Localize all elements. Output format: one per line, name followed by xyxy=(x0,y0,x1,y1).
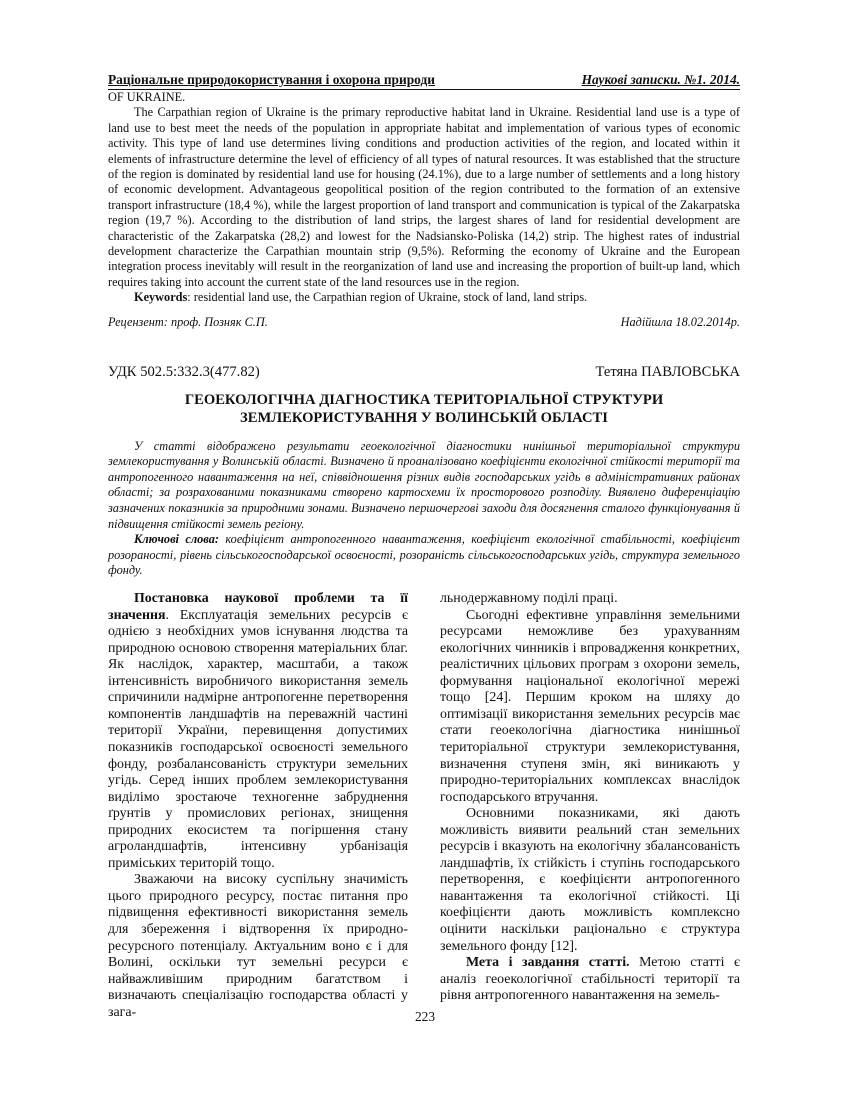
reviewer-line xyxy=(108,315,740,330)
keywords-label-uk: Ключові слова: xyxy=(134,532,219,547)
paragraph-continuation: льнодержавному поділі праці. xyxy=(440,591,618,607)
author-name: Тетяна ПАВЛОВСЬКА xyxy=(595,363,740,380)
paragraph: Основними показниками, які дають можливість виявити реальний стан земельних ресурсів і вказують на екологічну збалансованість ландшафтів, їх стійкість і ступінь господарського перетворення, є коефіцієнти антропогенного навантаження та екологічної стійкості. Ці коефіцієнти дають можливість комплексно оцінити наскільки раціонально є структура земельного фонду [12]. xyxy=(440,806,740,954)
article-meta xyxy=(108,364,740,381)
article-keywords xyxy=(108,532,740,579)
article-abstract xyxy=(108,439,740,579)
abstract-lead: OF UKRAINE. xyxy=(108,90,186,104)
abstract-body: The Carpathian region of Ukraine is the primary reproductive habitat land in Ukraine. Residential land use is a type of land use to best meet the needs of the population in appropriate habitat and implementation of various types of economic activity. This type of land use determines living conditions and production activities of the region, and located within it elements of infrastructure determine the level of efficiency of all types of natural resources. It was established that the structure of the region is dominated by residential land use for housing (24.1%), due to a large number of settlements and a long history of economic development. Advantageous geopolitical position of the region contributed to the formation of an extensive transport infrastructure (18,4 %), while the largest proportion of land transport and communication is typical of the Zakarpatska region (19,7 %). According to the distribution of land strips, the largest shares of land for residential development are characteristic of the Zakarpatska (28,2) and lowest for the Nadsiansko-Poliska (14,2) strip. The highest rates of industrial development characterize the Carpathian mountain strip (9,5%). Reforming the economy of Ukraine and the European integration process inevitably will result in the reorganization of land use and increasing the proportion of built-up land, which requires taking into account the current state of the land resources use in the region. xyxy=(108,105,740,289)
udc-code: УДК 502.5:332.3(477.82) xyxy=(108,363,260,380)
keywords-text-uk: коефіцієнт антропогенного навантаження, коефіцієнт екологічної стабільності, коефіцієнт розораності, рівень сільськогосподарської освоєності, розораність сільськогосподарських угідь, структура земельного фонду. xyxy=(108,532,740,578)
running-header xyxy=(108,72,740,90)
title-line-2: ЗЕМЛЕКОРИСТУВАННЯ У ВОЛИНСЬКІЙ ОБЛАСТІ xyxy=(240,409,608,426)
abstract-text: У статті відображено результати геоекологічної діагностики нинішньої територіальної структури землекористування у Волинській області. Визначено й проаналізовано коефіцієнти екологічної стійкості території та антропогенного навантаження на неї, співвідношення різних видів господарських угідь в адміністративних районах області; за розрахованими показниками створено картосхеми їх просторового розподілу. Виявлено диференціацію зазначених показників за природними зонами. Визначено першочергові заходи для досягнення сталого функціонування й підвищення стійкості земель регіону. xyxy=(108,438,740,531)
right-column xyxy=(440,591,740,1021)
section-heading: Постановка наукової проблеми та її значення xyxy=(108,591,408,623)
page xyxy=(108,72,740,1021)
paragraph: Зважаючи на високу суспільну значимість цього природного ресурсу, постає питання про підвищення ефективності використання земель для збереження і відтворення їх природно-ресурсного потенціалу. Актуальним воно є і для Волині, оскільки тут земельні ресурси є найважливішим природним багатством і визначають спеціалізацію господарства області у зага- xyxy=(108,872,408,1020)
title-line-1: ГЕОЕКОЛОГІЧНА ДІАГНОСТИКА ТЕРИТОРІАЛЬНОЇ СТРУКТУРИ xyxy=(184,391,664,408)
body-columns xyxy=(108,591,740,1021)
paragraph: Сьогодні ефективне управління земельними ресурсами неможливе без урахуванням екологічних чинників і впровадження конкретних, реалістичних цільових програм з охорони земель, формування національної екологічної мережі тощо [24]. Першим кроком на шляху до оптимізації використання земельних ресурсів має стати геоекологічна діагностика нинішньої територіальної структури землекористування, визначення ступеня змін, які виникають у природно-територіальних комплексах внаслідок господарського втручання. xyxy=(440,607,740,805)
issue-info: Наукові записки. №1. 2014. xyxy=(581,72,740,87)
keywords-text: : residential land use, the Carpathian region of Ukraine, stock of land, land strips. xyxy=(187,290,588,305)
paragraph-text: . Експлуатація земельних ресурсів є однією з необхідних умов існування людства та природною основою створення матеріальних благ. Як наслідок, характер, масштаби, а також інтенсивність виробничого використання земель спричинили надмірне антропогенне перетворення компонентів ландшафтів на переважній частині території України, перевищення допустимих показників господарської освоєності земельного фонду, розбалансованість структури земельних угідь. Серед інших проблем землекористування виділімо зростаюче техногенне забруднення ґрунтів у промислових регіонах, знищення природних екосистем та погіршення стану агроландшафтів, інтенсивну урбанізація приміських територій тощо. xyxy=(108,607,408,871)
left-column xyxy=(108,591,408,1021)
abstract-keywords xyxy=(108,290,740,305)
journal-title: Раціональне природокористування і охорона природи xyxy=(108,72,435,87)
reviewer: Рецензент: проф. Позняк С.П. xyxy=(108,314,268,329)
section-heading: Мета і завдання статті. xyxy=(466,955,630,971)
paragraph-text: Метою статті є аналіз геоекологічної стабільності території та рівня антропогенного навантаження на земель- xyxy=(440,955,740,1004)
page-number: 223 xyxy=(414,1009,436,1024)
previous-article-abstract xyxy=(108,90,740,306)
paragraph xyxy=(440,955,740,1005)
article-title xyxy=(124,391,724,427)
paragraph xyxy=(108,591,408,872)
keywords-label: Keywords xyxy=(134,290,188,305)
received-date: Надійшла 18.02.2014р. xyxy=(620,314,740,329)
